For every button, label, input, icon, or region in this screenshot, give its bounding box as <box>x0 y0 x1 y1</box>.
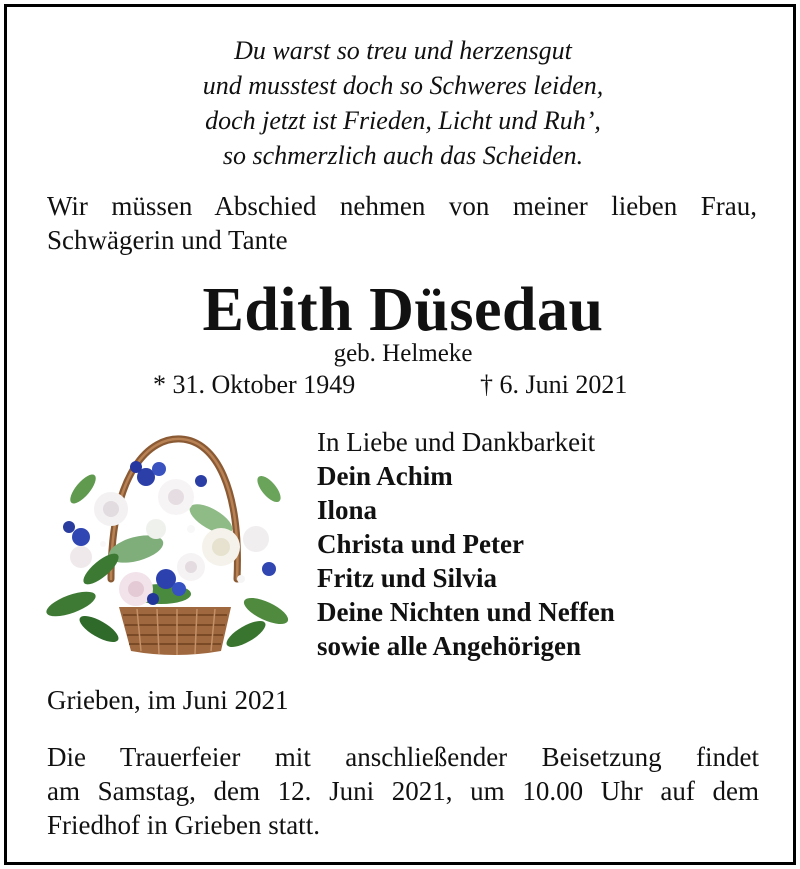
mourner-name: Deine Nichten und Neffen <box>317 597 615 627</box>
poem <box>7 33 799 173</box>
funeral-service-info <box>47 740 759 842</box>
intro-line: Wir müssen Abschied nehmen von meiner lieben Frau, <box>47 191 757 221</box>
service-line: Die Trauerfeier mit anschließender Beisetzung findet <box>47 742 759 772</box>
mourners-list <box>317 425 615 663</box>
service-line: Friedhof in Grieben statt. <box>47 810 320 840</box>
place-date: Grieben, im Juni 2021 <box>47 685 289 715</box>
poem-line: doch jetzt ist Frieden, Licht und Ruh’, <box>205 106 601 135</box>
obituary-notice <box>4 4 796 865</box>
dedication-line: In Liebe und Dankbarkeit <box>317 427 596 457</box>
intro-line: Schwägerin und Tante <box>47 225 288 255</box>
poem-line: Du warst so treu und herzensgut <box>234 36 572 65</box>
service-line: am Samstag, dem 12. Juni 2021, um 10.00 Uhr auf dem <box>47 776 759 806</box>
poem-line: und musstest doch so Schweres leiden, <box>202 71 604 100</box>
death-date: † 6. Juni 2021 <box>480 370 628 399</box>
deceased-name: Edith Düsedau <box>202 276 604 344</box>
mourner-name: Dein Achim <box>317 461 453 491</box>
mourner-name: sowie alle Angehörigen <box>317 631 581 661</box>
birth-date: * 31. Oktober 1949 <box>153 370 356 399</box>
mourner-name: Fritz und Silvia <box>317 563 498 593</box>
flower-basket-icon <box>41 429 289 659</box>
mourner-name: Ilona <box>317 495 378 525</box>
poem-line: so schmerzlich auch das Scheiden. <box>222 141 584 170</box>
mourner-name: Christa und Peter <box>317 529 524 559</box>
intro-text <box>47 189 757 257</box>
maiden-name: geb. Helmeke <box>333 340 473 367</box>
